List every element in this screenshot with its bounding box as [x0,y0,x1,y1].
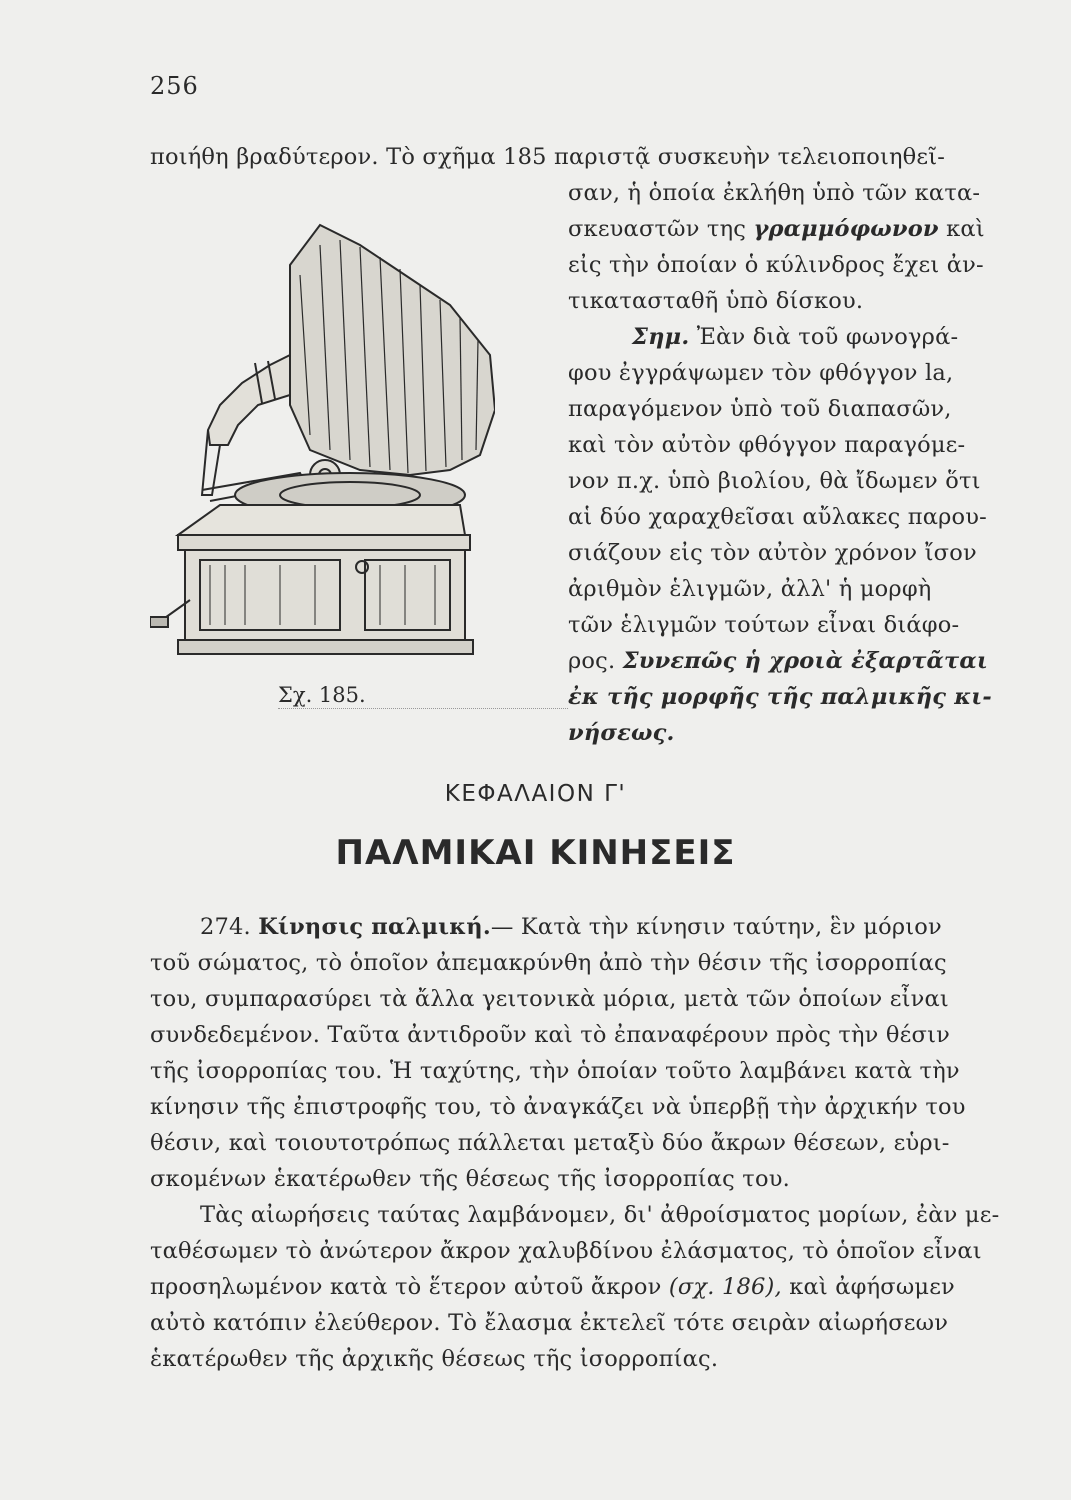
section-line: προσηλωμένον κατὰ τὸ ἕτερον αὐτοῦ ἄκρον (σχ. 186), καὶ ἀφήσωμεν [150,1274,955,1300]
section-heading: Κίνησις παλμική. [258,914,491,940]
wrap-line: ἐκ τῆς μορφῆς τῆς παλμικῆς κι- [568,684,992,710]
note-label: Σημ. [632,324,690,350]
wrap-line: εἰς τὴν ὁποίαν ὁ κύλινδρος ἔχει ἀν- [568,252,984,278]
wrap-line: ρος. Συνεπῶς ἡ χροιὰ ἐξαρτᾶται [568,648,988,674]
section-line: 274. Κίνησις παλμική.— Κατὰ τὴν κίνησιν ταύτην, ἓν μόριον [200,914,942,940]
wrap-line: ἀριθμὸν ἑλιγμῶν, ἀλλ' ἡ μορφὴ [568,576,932,602]
caption-rule [278,708,568,709]
wrap-line: καὶ τὸν αὐτὸν φθόγγον παραγόμε- [568,432,966,458]
chapter-heading: ΚΕΦΑΛΑΙΟΝ Γ' [444,781,627,807]
wrap-line: σιάζουν εἰς τὸν αὐτὸν χρόνον ἴσον [568,540,977,566]
wrap-line: τικατασταθῆ ὑπὸ δίσκου. [568,288,864,314]
page-number: 256 [150,72,199,100]
section-line: θέσιν, καὶ τοιουτοτρόπως πάλλεται μεταξὺ δύο ἄκρων θέσεων, εὑρι- [150,1130,950,1156]
wrap-line: αἱ δύο χαραχθεῖσαι αὔλακες παρου- [568,504,987,530]
section-line: τῆς ἰσορροπίας του. Ἡ ταχύτης, τὴν ὁποίαν τοῦτο λαμβάνει κατὰ τὴν [150,1058,960,1084]
conclusion-emphasis: Συνεπῶς ἡ χροιὰ ἐξαρτᾶται [622,648,988,674]
wrap-line: τῶν ἑλιγμῶν τούτων εἶναι διάφο- [568,612,960,638]
wrap-line: φου ἐγγράψωμεν τὸν φθόγγον la, [568,360,954,386]
section-line: τοῦ σώματος, τὸ ὁποῖον ἀπεμακρύνθη ἀπὸ τὴν θέσιν τῆς ἰσορροπίας [150,950,947,976]
section-line: ταθέσωμεν τὸ ἀνώτερον ἄκρον χαλυβδίνου ἐλάσματος, τὸ ὁποῖον εἶναι [150,1238,982,1264]
top-line: ποιήθη βραδύτερον. Τὸ σχῆμα 185 παριστᾷ συσκευὴν τελειοποιηθεῖ- [150,144,946,170]
wrap-line: Σημ. Ἐὰν διὰ τοῦ φωνογρά- [632,324,959,350]
chapter-title: ΠΑΛΜΙΚΑΙ ΚΙΝΗΣΕΙΣ [335,833,736,873]
section-number: 274. [200,914,251,940]
emphasis-term: γραμμόφωνον [753,216,939,242]
figure-reference: (σχ. 186), [668,1274,782,1300]
wrap-line: σκευαστῶν της γραμμόφωνον καὶ [568,216,985,242]
figure-caption: Σχ. 185. [278,683,366,707]
section-line: συνδεδεμένον. Ταῦτα ἀντιδροῦν καὶ τὸ ἐπαναφέρουν πρὸς τὴν θέσιν [150,1022,950,1048]
wrap-line: νον π.χ. ὑπὸ βιολίου, θὰ ἴδωμεν ὅτι [568,468,981,494]
section-line: Τὰς αἰωρήσεις ταύτας λαμβάνομεν, δι' ἀθροίσματος μορίων, ἐὰν με- [200,1202,1000,1228]
wrap-line: παραγόμενον ὑπὸ τοῦ διαπασῶν, [568,396,952,422]
section-line: αὐτὸ κατόπιν ἐλεύθερον. Τὸ ἔλασμα ἐκτελεῖ τότε σειρὰν αἰωρήσεων [150,1310,949,1336]
gramophone-illustration [150,205,495,665]
section-line: του, συμπαρασύρει τὰ ἄλλα γειτονικὰ μόρια, μετὰ τῶν ὁποίων εἶναι [150,986,949,1012]
wrap-line: σαν, ἡ ὁποία ἐκλήθη ὑπὸ τῶν κατα- [568,180,981,206]
section-line: κίνησιν τῆς ἐπιστροφῆς του, τὸ ἀναγκάζει νὰ ὑπερβῇ τὴν ἀρχικήν του [150,1094,966,1120]
section-line: σκομένων ἑκατέρωθεν τῆς θέσεως τῆς ἰσορροπίας του. [150,1166,790,1192]
wrap-line: νήσεως. [568,720,675,746]
section-line: ἑκατέρωθεν τῆς ἀρχικῆς θέσεως τῆς ἰσορροπίας. [150,1346,719,1372]
